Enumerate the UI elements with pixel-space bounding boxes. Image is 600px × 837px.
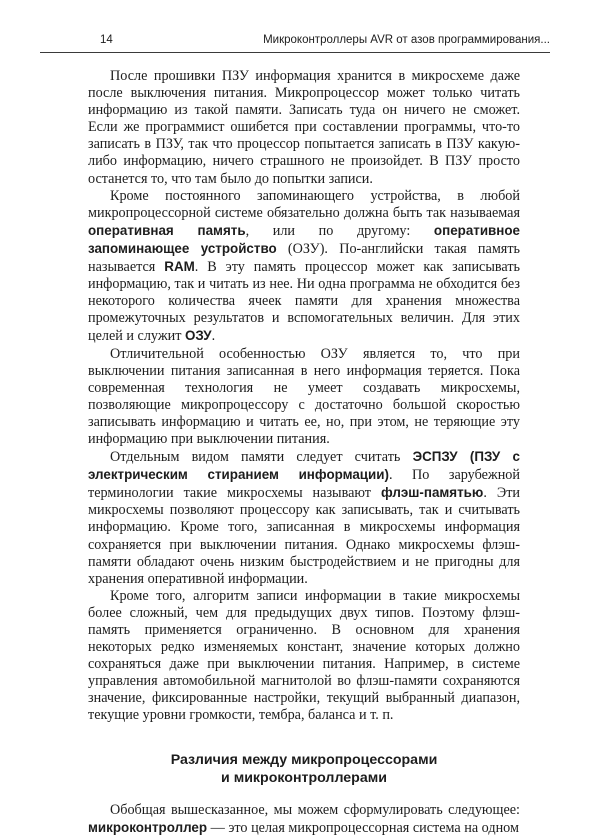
bold-term: микроконтроллер bbox=[88, 819, 208, 835]
bold-term: флэш-памятью bbox=[380, 485, 484, 501]
text-run: Кроме постоянного запоминающего устройства, в любой микропроцессорной системе обязательно должна быть так называемая bbox=[88, 187, 520, 221]
section-heading bbox=[88, 751, 520, 787]
text-run: . В эту память процессор может как записывать информацию, так и читать из нее. Ни одна программа не обходится без некоторого количества ячеек памяти для хранения множества промежуточных результатов и вспомогательных величин. Для этих целей и служит bbox=[88, 259, 520, 345]
text-run: , или по другому: bbox=[245, 222, 434, 239]
bold-term: ЭСПЗУ (ПЗУ с электрическим стиранием информации) bbox=[88, 449, 520, 483]
paragraph-prom-storage bbox=[88, 68, 520, 188]
text-run: — это целая микропроцессорная система на одном bbox=[207, 819, 519, 836]
paragraph-ram-definition bbox=[88, 188, 520, 346]
paragraph-microcontroller-definition bbox=[88, 802, 520, 837]
text-run: (ОЗУ). По-английски такая память называется bbox=[88, 240, 520, 276]
paragraph-flash-usage bbox=[88, 588, 520, 725]
bold-term: оперативная память bbox=[88, 222, 246, 238]
running-header bbox=[40, 30, 550, 53]
bold-term: RAM bbox=[164, 259, 195, 275]
main-text bbox=[88, 68, 520, 837]
paragraph-eeprom-flash bbox=[88, 448, 520, 588]
section-heading-line-2: и микроконтроллерами bbox=[221, 769, 387, 786]
running-title: Микроконтроллеры AVR от азов программирования... bbox=[263, 34, 550, 46]
text-run: . Эти микросхемы позволяют процессору как записывать, так и считывать информацию. Кроме того, записанная в микросхемы информация сохраняется при выключении питания. Однако микросхемы флэш-памяти обладают очень низким быстродействием и не пригодны для хранения оперативной информации. bbox=[88, 485, 520, 587]
text-run: Отличительной особенностью ОЗУ является то, что при выключении питания записанная в него информация теряется. Пока современная технология не умеет создавать микросхемы, позволяющие микропроцессору с достаточно большой скоростью записывать информацию и читать ее, но, при этом, не теряющие эту информацию при выключении питания. bbox=[88, 345, 520, 447]
paragraph-ram-volatility bbox=[88, 346, 520, 449]
section-heading-line-1: Различия между микропроцессорами bbox=[170, 751, 438, 768]
text-run: Кроме того, алгоритм записи информации в такие микросхемы более сложный, чем для предыдущих двух типов. Поэтому флэш-память применяется ограниченно. В основном для хранения некоторых редко изменяемых констант, значение которых должно сохраняться даже при выключении питания. Например, в системе управления автомобильной магнитолой во флэш-памяти сохраняются значение, фиксированные настройки, текущий выбранный диапазон, текущие уровни громкости, тембра, баланса и т. п. bbox=[88, 587, 520, 724]
bold-term: оперативное запоминающее устройство bbox=[88, 222, 520, 256]
text-run: Отдельным видом памяти следует считать bbox=[110, 449, 413, 466]
text-run: . По зарубежной терминологии такие микросхемы называют bbox=[88, 467, 520, 502]
text-run: После прошивки ПЗУ информация хранится в микросхеме даже после выключения питания. Микропроцессор может только читать информацию из такой памяти. Записать туда он ничего не сможет. Если же программист ошибется при составлении программы, что-то записать в ПЗУ, так что процессор попытается записать в ПЗУ какую-либо информацию, ничего страшного не произойдет. В ПЗУ просто останется то, что там было до попытки записи. bbox=[88, 68, 520, 187]
bold-term: ОЗУ bbox=[184, 328, 212, 344]
text-run: . bbox=[211, 328, 216, 345]
text-run: Обобщая вышесказанное, мы можем сформулировать следующее: bbox=[110, 801, 520, 818]
page-number: 14 bbox=[100, 34, 113, 46]
